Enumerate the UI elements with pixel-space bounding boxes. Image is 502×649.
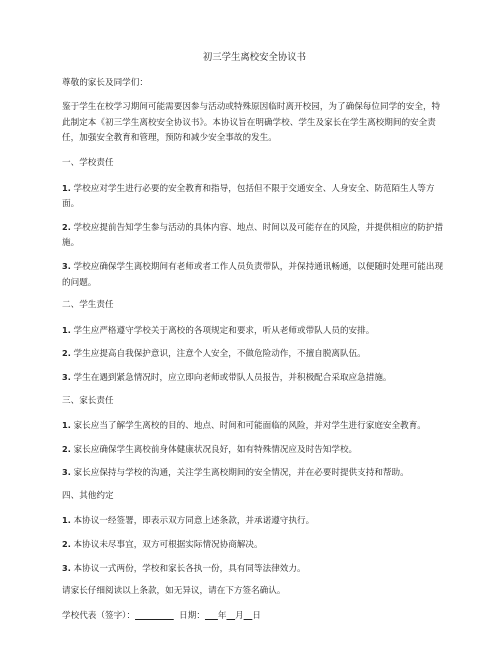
item-number: 3. bbox=[62, 371, 71, 382]
list-item bbox=[62, 442, 447, 459]
item-number: 2. bbox=[62, 539, 71, 550]
item-text: 学生应严格遵守学校关于离校的各项规定和要求，听从老师或带队人员的安排。 bbox=[70, 325, 375, 336]
item-number: 3. bbox=[62, 562, 71, 573]
list-item bbox=[62, 323, 447, 340]
item-number: 1. bbox=[62, 182, 71, 193]
day-blank: __ bbox=[243, 610, 253, 621]
intro-paragraph: 鉴于学生在校学习期间可能需要因参与活动或特殊原因临时离开校园，为了确保每位同学的安全，特此制定本《初三学生离校安全协议书》。本协议旨在明确学校、学生及家长在学生离校期间的安全责任，加强安全教育和管理，预防和减少安全事故的发生。 bbox=[62, 102, 441, 144]
list-item bbox=[62, 220, 447, 252]
signature-line bbox=[62, 609, 447, 625]
date-label: 日期： bbox=[173, 610, 205, 621]
item-text: 学生应提高自我保护意识，注意个人安全，不做危险动作，不擅自脱离队伍。 bbox=[70, 349, 366, 360]
item-text: 家长应保持与学校的沟通，关注学生离校期间的安全情况，并在必要时提供支持和帮助。 bbox=[70, 468, 409, 479]
item-text: 本协议一经签署，即表示双方同意上述条款，并承诺遵守执行。 bbox=[70, 516, 315, 527]
signature-label: 学校代表（签字）： bbox=[62, 610, 136, 621]
year-label: 年 bbox=[217, 610, 227, 621]
item-text: 家长应当了解学生离校的目的、地点、时间和可能面临的风险，并对学生进行家庭安全教育。 bbox=[70, 421, 426, 432]
list-item bbox=[62, 181, 447, 213]
list-item bbox=[62, 259, 447, 291]
list-item bbox=[62, 346, 447, 363]
item-text: 学生在遇到紧急情况时，应立即向老师或带队人员报告，并积极配合采取应急措施。 bbox=[70, 372, 392, 383]
section-heading: 一、学校责任 bbox=[62, 157, 114, 168]
section-heading: 二、学生责任 bbox=[62, 300, 114, 311]
item-number: 2. bbox=[62, 443, 71, 454]
year-blank: ___ bbox=[204, 610, 218, 621]
list-item bbox=[62, 418, 447, 435]
signature-blank: _________ bbox=[135, 610, 174, 621]
item-number: 1. bbox=[62, 420, 71, 431]
item-number: 1. bbox=[62, 515, 71, 526]
document-title: 初三学生离校安全协议书 bbox=[202, 52, 307, 63]
month-blank: __ bbox=[226, 610, 236, 621]
month-label: 月 bbox=[235, 610, 244, 621]
item-number: 3. bbox=[62, 260, 71, 271]
item-text: 本协议未尽事宜，双方可根据实际情况协商解决。 bbox=[70, 540, 263, 551]
list-item bbox=[62, 513, 447, 530]
day-label: 日 bbox=[252, 610, 261, 621]
list-item bbox=[62, 537, 447, 554]
section-heading: 三、家长责任 bbox=[62, 395, 114, 406]
section-heading: 四、其他约定 bbox=[62, 490, 114, 501]
list-item bbox=[62, 561, 447, 578]
item-number: 1. bbox=[62, 324, 71, 335]
greeting: 尊敬的家长及同学们： bbox=[62, 77, 148, 88]
document-page bbox=[62, 50, 447, 633]
list-item bbox=[62, 465, 447, 482]
item-number: 2. bbox=[62, 221, 71, 232]
item-text: 家长应确保学生离校前身体健康状况良好，如有特殊情况应及时告知学校。 bbox=[70, 444, 358, 455]
item-text: 学校应提前告知学生参与活动的具体内容、地点、时间以及可能存在的风险，并提供相应的防护措施。 bbox=[62, 222, 444, 249]
item-text: 本协议一式两份，学校和家长各执一份，具有同等法律效力。 bbox=[70, 563, 306, 574]
item-number: 3. bbox=[62, 467, 71, 478]
closing-note: 请家长仔细阅读以上条款，如无异议，请在下方签名确认。 bbox=[62, 586, 286, 597]
item-text: 学校应对学生进行必要的安全教育和指导，包括但不限于交通安全、人身安全、防范陌生人等方面。 bbox=[62, 183, 435, 210]
list-item bbox=[62, 370, 447, 387]
item-number: 2. bbox=[62, 348, 71, 359]
item-text: 学校应确保学生离校期间有老师或者工作人员负责带队，并保持通讯畅通，以便随时处理可能出现的问题。 bbox=[62, 261, 444, 288]
